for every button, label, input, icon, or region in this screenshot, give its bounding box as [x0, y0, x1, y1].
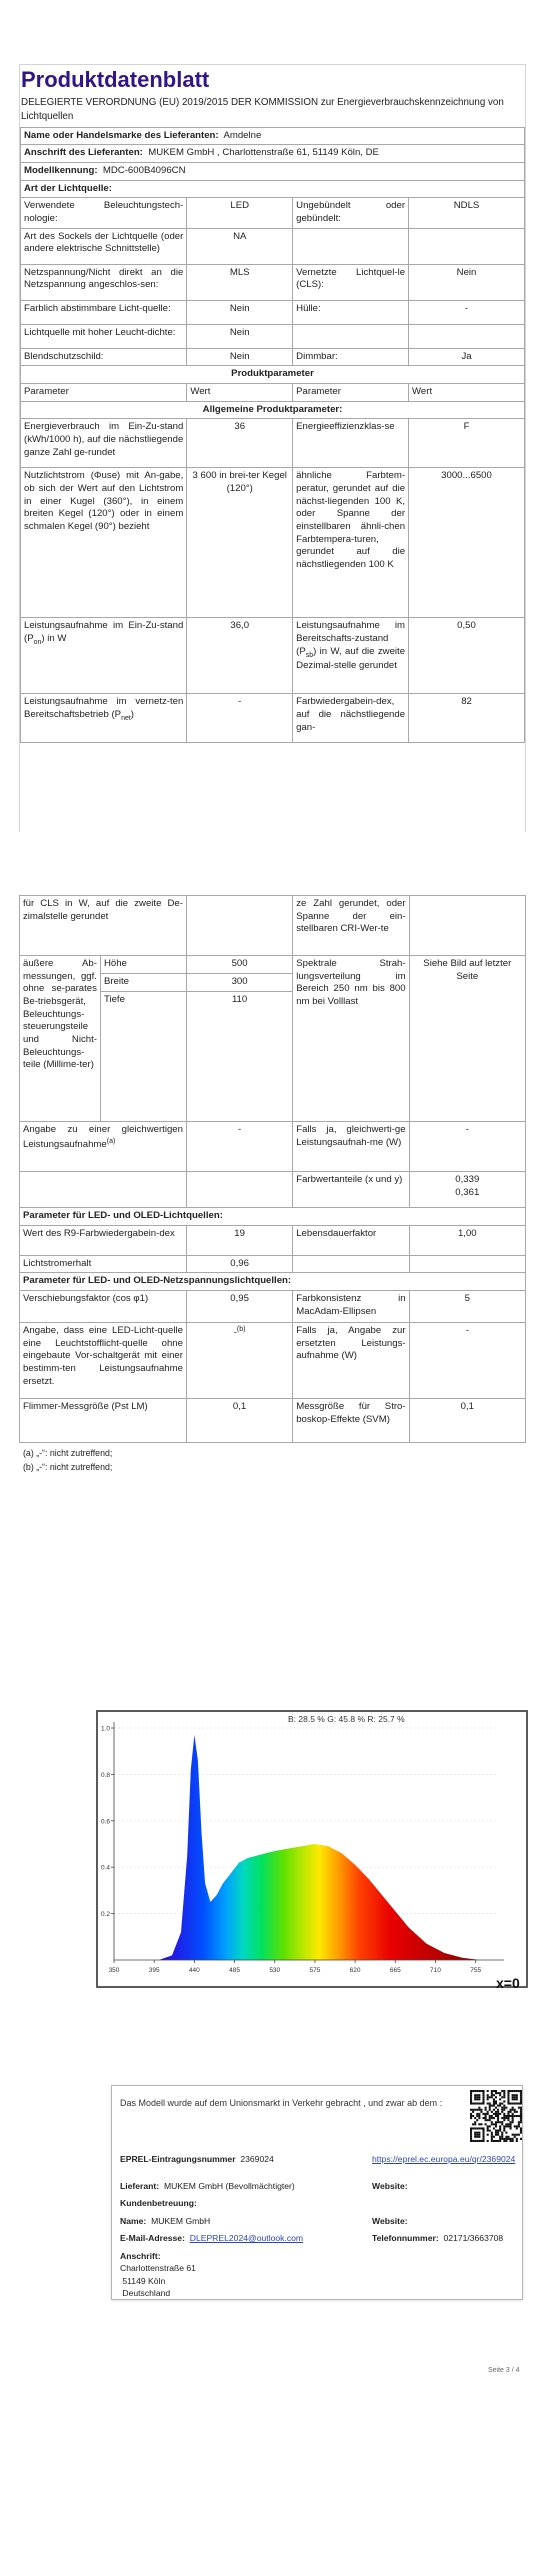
- name-row: Name: MUKEM GmbH: [120, 2216, 211, 2226]
- energy-consumption-value: 36: [187, 419, 293, 468]
- empty-cell: [20, 1172, 187, 1208]
- supplier-address-value: MUKEM GmbH , Charlottenstraße 61, 51149 Köln, DE: [148, 147, 379, 159]
- energy-class-value: F: [409, 419, 525, 468]
- supplier-value: MUKEM GmbH (Bevollmächtigter): [163, 2181, 295, 2191]
- customer-service-heading: Kundenbetreuung:: [120, 2198, 197, 2208]
- replaced-power-label: Falls ja, Angabe zur ersetzten Leistungs-aufnahme (W): [293, 1322, 409, 1398]
- glare-shield-label: Blendschutzschild:: [21, 348, 187, 366]
- model-row: [21, 163, 525, 181]
- depth-label: Tiefe: [100, 992, 186, 1122]
- eprel-reg-value: 2369024: [240, 2154, 274, 2164]
- page-number: Seite 3 / 4: [488, 2367, 520, 2374]
- column-header-row: [21, 384, 525, 402]
- x-tick-label: 575: [309, 1967, 321, 1974]
- eprel-link[interactable]: https://eprel.ec.europa.eu/qr/2369024: [372, 2154, 516, 2164]
- cct-value: 3000...6500: [409, 468, 525, 618]
- equivalent-power-claim-value: -: [409, 1122, 525, 1172]
- spectrum-area: [141, 1735, 498, 1960]
- survival-factor-label: Lebensdauerfaktor: [293, 1225, 409, 1255]
- width-value: 300: [186, 974, 292, 992]
- networked-standby-label-cont: für CLS in W, auf die zweite De-zimalstelle gerundet: [20, 896, 187, 956]
- datasheet-page-2: [19, 895, 526, 1477]
- supplier-name-label: Name oder Handelsmarke des Lieferanten:: [24, 129, 219, 141]
- eprel-info-card: [111, 2085, 523, 2300]
- high-luminance-label: Lichtquelle mit hoher Leucht-dichte:: [21, 324, 187, 348]
- dimmable-label: Dimmbar:: [293, 348, 409, 366]
- general-params-heading: Allgemeine Produktparameter:: [21, 401, 525, 419]
- useful-flux-value: 3 600 in brei-ter Kegel (120°): [187, 468, 293, 618]
- empty-cell: [186, 896, 292, 956]
- networked-standby-label: Leistungsaufnahme im vernetz-ten Bereitschaftsbetrieb $(P_{net})$: [21, 694, 187, 743]
- networked-standby-value: -: [187, 694, 293, 743]
- y-tick-label: 0.6: [100, 1818, 110, 1826]
- phone-row: Telefonnummer: 02171/3663708: [372, 2233, 504, 2243]
- col-header-parameter: Parameter: [293, 384, 409, 402]
- spectral-distribution-label: Spektrale Strah-lungsverteilung im Bereich 250 nm bis 800 nm bei Volllast: [293, 956, 409, 1122]
- cri-label: Farbwiedergabein-dex, auf die nächstliegende gan-: [293, 694, 409, 743]
- colour-consistency-label: Farbkonsistenz in MacAdam-Ellipsen: [293, 1290, 409, 1322]
- name-value: MUKEM GmbH: [151, 2216, 211, 2226]
- chromaticity-value: [409, 1172, 525, 1208]
- dimensions-label: äußere Ab-messungen, ggf. ohne se-parates Be-triebsgerät, Beleuchtungs-steuerungsteile und Nicht-Beleuchtungs-teile (Millime-ter): [20, 956, 101, 1122]
- supplier-row: Lieferant: MUKEM GmbH (Bevollmächtigter): [120, 2181, 295, 2191]
- x-tick-label: 755: [470, 1967, 482, 1974]
- tech-label: Verwendete Beleuchtungstech-nologie:: [21, 198, 187, 228]
- axis-suffix-label: x=0: [496, 1975, 520, 1991]
- x-tick-label: 485: [229, 1967, 240, 1974]
- y-tick-label: 0.8: [100, 1771, 110, 1779]
- email-row: E-Mail-Adresse: DLEPREL2024@outlook.com: [120, 2233, 304, 2243]
- x-tick-label: 350: [108, 1967, 120, 1974]
- col-header-parameter: Parameter: [21, 384, 187, 402]
- lamp-type-section-label: Art der Lichtquelle:: [21, 180, 525, 198]
- energy-consumption-label: Energieverbrauch im Ein-Zu-stand (kWh/1000 h), auf die nächstliegende ganze Zahl ge-rundet: [21, 419, 187, 468]
- y-tick-label: 0.4: [100, 1864, 110, 1872]
- x-tick-label: 710: [430, 1967, 441, 1974]
- y-tick-label: 1.0: [100, 1725, 110, 1733]
- footnote-b: (b) „-“: nicht zutreffend;: [23, 1461, 113, 1472]
- x-tick-label: 620: [349, 1967, 361, 1974]
- chromaticity-x: 0,339: [455, 1174, 480, 1185]
- useful-flux-label: Nutzlichtstrom (Φuse) mit An-gabe, ob sich der Wert auf den Lichtstrom in einer Kugel (360°), in einem breiten Kegel (120°) oder in einem schmalen Kegel (90°) bezieht: [21, 468, 187, 618]
- empty-cell: [409, 1255, 525, 1273]
- equivalent-power-label: Angabe zu einer gleichwertigen Leistungsaufnahme$^{(a)}$: [20, 1122, 187, 1172]
- r9-value: 19: [186, 1225, 292, 1255]
- product-params-heading: Produktparameter: [21, 366, 525, 384]
- cri-label-cont: ze Zahl gerundet, oder Spanne der ein-stellbaren CRI-Wer-te: [293, 896, 409, 956]
- envelope-value: -: [409, 300, 525, 324]
- lumen-maintenance-value: 0,96: [186, 1255, 292, 1273]
- glare-shield-value: Nein: [187, 348, 293, 366]
- tunable-label: Farblich abstimmbare Licht-quelle:: [21, 300, 187, 324]
- envelope-label: Hülle:: [293, 300, 409, 324]
- email-link[interactable]: DLEPREL2024@outlook.com: [189, 2233, 304, 2243]
- spectrum-plot: [98, 1712, 526, 1986]
- height-value: 500: [186, 956, 292, 974]
- stroboscopic-metric-value: 0,1: [409, 1398, 525, 1442]
- col-header-value: Wert: [187, 384, 293, 402]
- survival-factor-value: 1,00: [409, 1225, 525, 1255]
- cct-label: ähnliche Farbtem-peratur, gerundet auf die nächst-liegenden 100 K, oder Spanne der einstellbaren ähnli-chen Farbtempera-turen, gerundet auf die nächstliegenden 100 K: [293, 468, 409, 618]
- address-line-3: Deutschland: [122, 2288, 171, 2299]
- equivalent-power-claim-label: Falls ja, gleichwerti-ge Leistungsaufnah-me (W): [293, 1122, 409, 1172]
- datasheet-table-continued: [19, 895, 526, 1443]
- empty-cell: [293, 1255, 409, 1273]
- datasheet-page-1: [19, 64, 526, 832]
- mains-label: Netzspannung/Nicht direkt an die Netzspannung angeschlos-sen:: [21, 264, 187, 300]
- rgb-percentages: B: 28.5 % G: 45.8 % R: 25.7 %: [288, 1714, 405, 1724]
- address-line-1: Charlottenstraße 61: [120, 2263, 196, 2274]
- footnote-a: (a) „-“: nicht zutreffend;: [23, 1447, 113, 1458]
- directional-label: Ungebündelt oder gebündelt:: [293, 198, 409, 228]
- dimmable-value: Ja: [409, 348, 525, 366]
- flicker-metric-value: 0,1: [186, 1398, 292, 1442]
- empty-cell: [409, 896, 525, 956]
- supplier-address-row: [21, 145, 525, 163]
- directional-value: NDLS: [409, 198, 525, 228]
- standby-power-label: Leistungsaufnahme im Bereitschafts-zustand $(P_{sb})$ in W, auf die zweite Dezimal-stelle gerundet: [293, 618, 409, 694]
- supplier-name-row: [21, 127, 525, 145]
- qr-code-icon[interactable]: [470, 2090, 522, 2142]
- x-tick-label: 440: [188, 1967, 200, 1974]
- x-tick-label: 395: [148, 1967, 160, 1974]
- displacement-factor-value: 0,95: [186, 1290, 292, 1322]
- led-params-heading: Parameter für LED- und OLED-Lichtquellen:: [20, 1208, 526, 1226]
- stroboscopic-metric-label: Messgröße für Stro-boskop-Effekte (SVM): [293, 1398, 409, 1442]
- y-tick-label: 0.2: [100, 1911, 110, 1919]
- r9-label: Wert des R9-Farbwiedergabein-dex: [20, 1225, 187, 1255]
- standby-power-value: 0,50: [409, 618, 525, 694]
- spectral-distribution-chart: [96, 1710, 528, 1991]
- supplier-name-value: Amdelne: [223, 129, 262, 141]
- lumen-maintenance-label: Lichtstromerhalt: [20, 1255, 187, 1273]
- empty-cell: [409, 228, 525, 264]
- fluorescent-replacement-label: Angabe, dass eine LED-Licht-quelle eine Leuchtstofflicht-quelle ohne eingebaute Vor-schaltgerät mit einer bestimm-ten Leistungsaufnahme ersetzt.: [20, 1322, 187, 1398]
- address-block: [120, 2250, 196, 2300]
- energy-class-label: Energieeffizienzklas-se: [293, 419, 409, 468]
- website2-row: Website:: [372, 2216, 408, 2226]
- colour-consistency-value: 5: [409, 1290, 525, 1322]
- col-header-value: Wert: [409, 384, 525, 402]
- eprel-reg-row: EPREL-Eintragungsnummer 2369024: [120, 2154, 274, 2164]
- model-value: MDC-600B4096CN: [102, 165, 186, 177]
- x-tick-label: 530: [269, 1967, 281, 1974]
- spectral-distribution-value: Siehe Bild auf letzter Seite: [409, 956, 525, 1122]
- equivalent-power-value: -: [186, 1122, 292, 1172]
- tech-value: LED: [187, 198, 293, 228]
- website-row: Website:: [372, 2181, 408, 2191]
- address-label: Anschrift:: [120, 2251, 161, 2261]
- supplier-address-label: Anschrift des Lieferanten:: [24, 147, 143, 159]
- datasheet-table: [20, 127, 525, 744]
- page-title: Produktdatenblatt: [21, 67, 210, 92]
- mains-value: MLS: [187, 264, 293, 300]
- cls-label: Vernetzte Lichtquel-le (CLS):: [293, 264, 409, 300]
- tunable-value: Nein: [187, 300, 293, 324]
- empty-cell: [186, 1172, 292, 1208]
- market-intro-text: Das Modell wurde auf dem Unionsmarkt in Verkehr gebracht , und zwar ab dem :: [120, 2098, 443, 2108]
- flicker-metric-label: Flimmer-Messgröße (Pst LM): [20, 1398, 187, 1442]
- phone-value: 02171/3663708: [443, 2233, 504, 2243]
- model-label: Modellkennung:: [24, 165, 98, 177]
- cls-value: Nein: [409, 264, 525, 300]
- high-luminance-value: Nein: [187, 324, 293, 348]
- width-label: Breite: [100, 974, 186, 992]
- empty-cell: [293, 228, 409, 264]
- fluorescent-replacement-value: -$^{(b)}$: [186, 1322, 292, 1398]
- on-mode-power-value: 36,0: [187, 618, 293, 694]
- empty-cell: [409, 324, 525, 348]
- height-label: Höhe: [100, 956, 186, 974]
- displacement-factor-label: Verschiebungsfaktor (cos φ1): [20, 1290, 187, 1322]
- cap-type-label: Art des Sockels der Lichtquelle (oder andere elektrische Schnittstelle): [21, 228, 187, 264]
- address-line-2: 51149 Köln: [122, 2275, 166, 2286]
- footnotes: [19, 1447, 526, 1474]
- lamp-type-section-row: [21, 180, 525, 198]
- depth-value: 110: [186, 992, 292, 1122]
- empty-cell: [293, 324, 409, 348]
- on-mode-power-label: Leistungsaufnahme im Ein-Zu-stand $(P_{on})$ in W: [21, 618, 187, 694]
- chromaticity-y: 0,361: [455, 1186, 480, 1198]
- cap-type-value: NA: [187, 228, 293, 264]
- replaced-power-value: -: [409, 1322, 525, 1398]
- chromaticity-label: Farbwertanteile (x und y): [293, 1172, 409, 1208]
- cri-value: 82: [409, 694, 525, 743]
- regulation-subtitle: DELEGIERTE VERORDNUNG (EU) 2019/2015 DER KOMMISSION zur Energieverbrauchskennzeichnung von Lichtquellen: [21, 97, 504, 122]
- mains-led-params-heading: Parameter für LED- und OLED-Netzspannungslichtquellen:: [20, 1273, 526, 1291]
- x-tick-label: 665: [389, 1967, 401, 1974]
